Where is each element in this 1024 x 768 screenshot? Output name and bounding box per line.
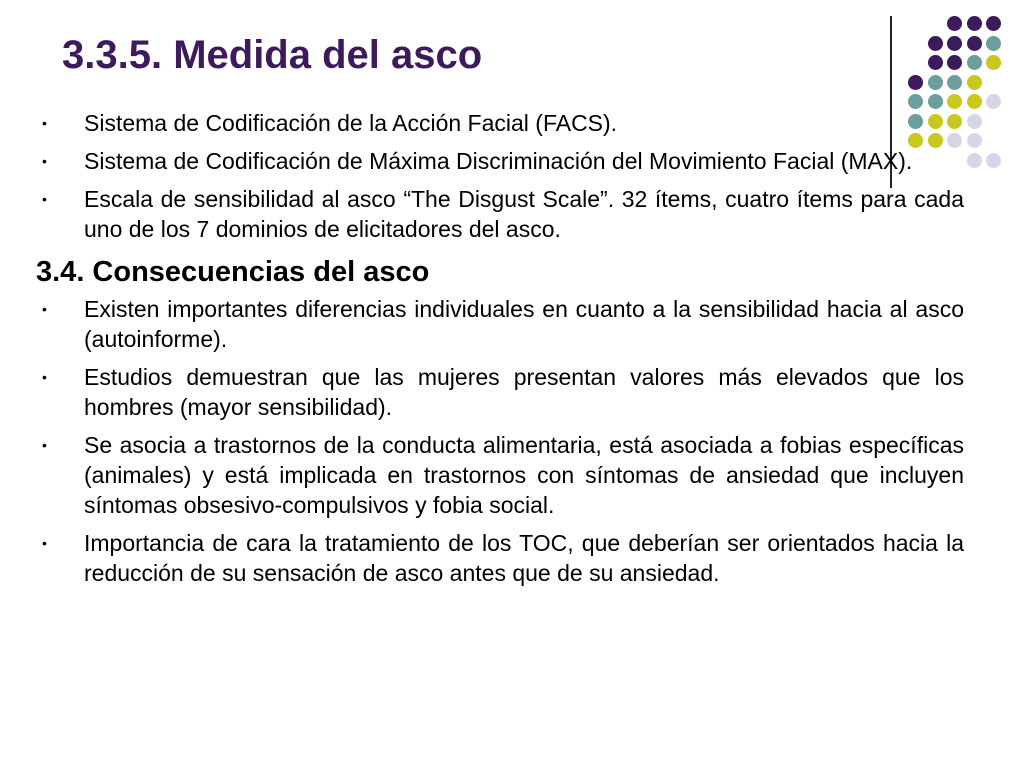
decorative-dot — [986, 94, 1001, 109]
bullet-icon: • — [42, 115, 47, 131]
bullet-item — [36, 108, 964, 138]
decorative-dot — [967, 36, 982, 51]
bullet-text: Importancia de cara la tratamiento de los TOC, que deberían ser orientados hacia la reducción de su sensación de asco antes que de su ansiedad. — [84, 530, 964, 586]
bullet-item — [36, 430, 964, 520]
decorative-dot — [947, 55, 962, 70]
slide-content — [36, 108, 964, 596]
bullet-item — [36, 184, 964, 244]
decorative-dot — [986, 36, 1001, 51]
decorative-dot — [967, 133, 982, 148]
bullet-icon: • — [42, 301, 47, 317]
decorative-dot — [908, 94, 923, 109]
decorative-dot — [986, 153, 1001, 168]
decorative-dot — [986, 16, 1001, 31]
decorative-dot — [967, 153, 982, 168]
bullet-icon: • — [42, 369, 47, 385]
bullet-icon: • — [42, 535, 47, 551]
decorative-dot — [908, 75, 923, 90]
decorative-dot — [967, 16, 982, 31]
bullet-icon: • — [42, 191, 47, 207]
bullet-icon: • — [42, 437, 47, 453]
slide-title: 3.3.5. Medida del asco — [62, 33, 483, 77]
bullet-item — [36, 146, 964, 176]
decorative-dot — [967, 55, 982, 70]
bullet-item — [36, 294, 964, 354]
decorative-dot — [967, 114, 982, 129]
bullet-text: Sistema de Codificación de la Acción Facial (FACS). — [84, 110, 618, 136]
decorative-dot — [947, 94, 962, 109]
bullet-text: Sistema de Codificación de Máxima Discriminación del Movimiento Facial (MAX). — [84, 148, 913, 174]
bullet-text: Escala de sensibilidad al asco “The Disgust Scale”. 32 ítems, cuatro ítems para cada uno de los 7 dominios de elicitadores del asco. — [84, 186, 964, 242]
bullet-item — [36, 362, 964, 422]
decorative-dot — [928, 75, 943, 90]
section-heading: 3.4. Consecuencias del asco — [36, 256, 430, 288]
decorative-dot — [947, 75, 962, 90]
decorative-dot — [928, 36, 943, 51]
decorative-dot — [947, 36, 962, 51]
decorative-dot — [986, 55, 1001, 70]
bullet-icon: • — [42, 153, 47, 169]
decorative-dot — [947, 16, 962, 31]
decorative-dot — [928, 55, 943, 70]
decorative-dot — [967, 94, 982, 109]
decorative-dot — [967, 75, 982, 90]
bullet-item — [36, 528, 964, 588]
bullet-text: Se asocia a trastornos de la conducta alimentaria, está asociada a fobias específicas (animales) y está implicada en trastornos con síntomas de ansiedad que incluyen síntomas obsesivo-compulsivos y fobia social. — [84, 432, 964, 518]
bullet-text: Estudios demuestran que las mujeres presentan valores más elevados que los hombres (mayor sensibilidad). — [84, 364, 964, 420]
decorative-dot — [928, 94, 943, 109]
bullet-text: Existen importantes diferencias individuales en cuanto a la sensibilidad hacia al asco (autoinforme). — [84, 296, 964, 352]
